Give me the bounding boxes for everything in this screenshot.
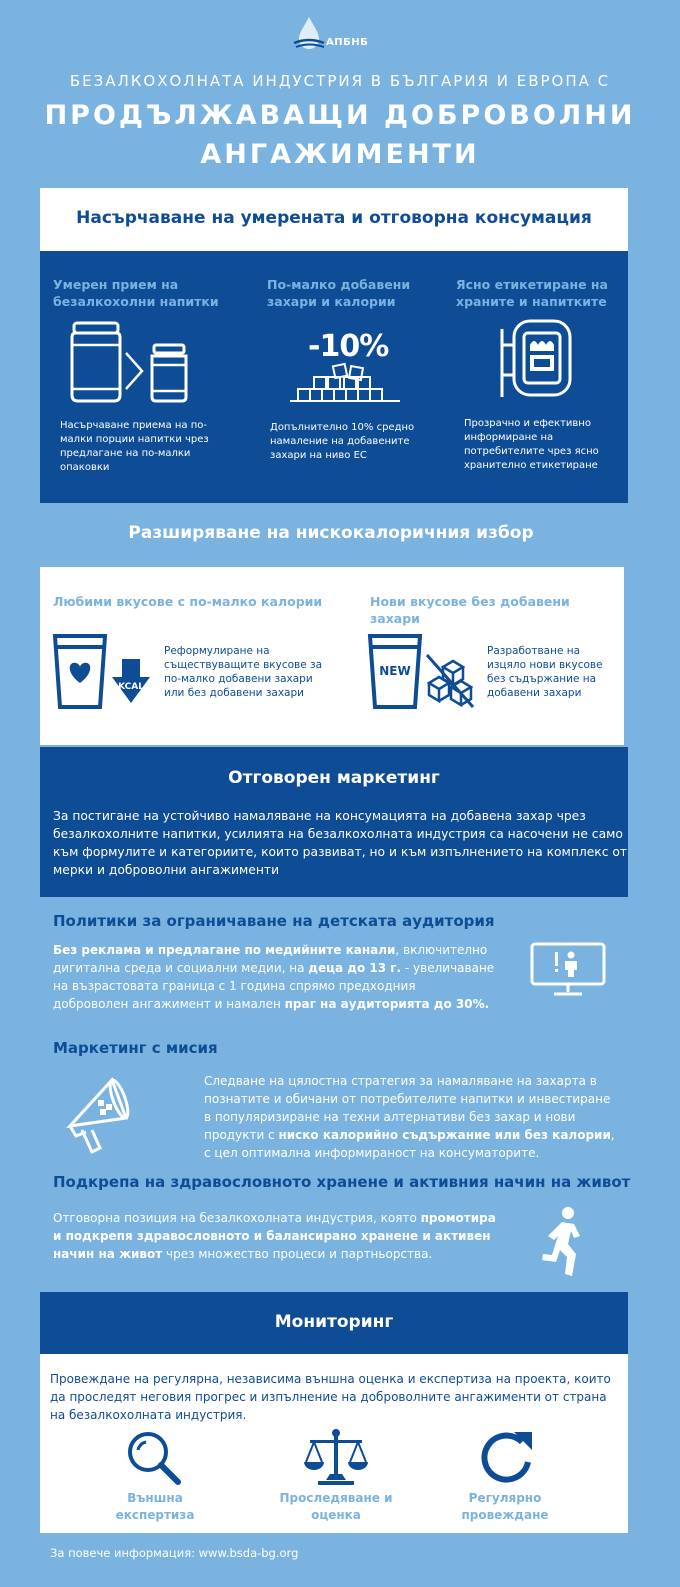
text-line: към формулите и категориите, които развиват, но и към изпълнението на комплекс от (53, 845, 628, 859)
text-line: Следване на цялостна стратегия за намаляване на захарта в (204, 1074, 597, 1088)
monitoring-item-tracking (266, 1490, 406, 1524)
label-line: Външна (127, 1491, 183, 1505)
section-moderation-header (40, 188, 628, 251)
text-line: малки порции напитки чрез (60, 434, 209, 445)
page-title (0, 96, 680, 174)
text-line: изцяло нови вкусове (487, 659, 603, 671)
text-line: на безалкохолната индустрия. (50, 1408, 247, 1422)
bottles-icon (68, 321, 208, 411)
heading-line: безалкохолни напитки (53, 294, 219, 309)
text-line: Прозрачно и ефективно (464, 418, 591, 429)
text-line: или без добавени захари (164, 687, 304, 699)
magnifier-icon (126, 1430, 182, 1486)
label-line: Регулярно (468, 1491, 542, 1505)
moderate-intake-text (60, 419, 209, 475)
text-line: Провеждане на регулярна, независима външна оценка и експертиза на проекта, които (50, 1372, 611, 1386)
text-line: информиране на (464, 432, 554, 443)
heart-glass-icon (52, 633, 152, 711)
bold-text: начин на живот (53, 1247, 163, 1261)
labeling-text (464, 417, 599, 473)
less-sugar-heading (267, 276, 410, 310)
monitoring-item-regular (440, 1490, 570, 1524)
section-marketing-text (53, 807, 627, 879)
text-line: да проследят неговия прогрес и изпълнение на доброволните ангажименти от страна (50, 1390, 607, 1404)
text-line: Насърчаване приема на по- (60, 420, 207, 431)
footer-link[interactable]: www.bsda-bg.org (198, 1546, 299, 1560)
favorite-flavors-heading: Любими вкусове с по-малко калории (53, 594, 323, 609)
text-line: За постигане на устойчиво намаляване на консумацията на добавена захар чрез (53, 809, 586, 823)
text: - увеличаване (401, 961, 495, 975)
text: , (610, 1128, 615, 1142)
new-flavors-text (487, 644, 603, 700)
text-line (53, 941, 494, 959)
text-line: захари на ниво ЕС (270, 450, 367, 461)
bold-text: деца до 13 г. (308, 961, 402, 975)
text-line (53, 1245, 496, 1263)
section-monitoring-body (40, 1354, 628, 1533)
text: дигитална среда и социални медии, на (53, 961, 309, 975)
bold-text: ниско калорийно съдържание или без калории (278, 1128, 611, 1142)
text-line (204, 1126, 615, 1144)
page-title-line1: ПРОДЪЛЖАВАЩИ ДОБРОВОЛНИ (44, 100, 636, 131)
text-line: с цел оптимална информираност на консуматорите. (204, 1146, 540, 1160)
section-marketing (40, 747, 628, 897)
sugar-cubes-icon (290, 365, 400, 405)
new-badge: NEW (379, 664, 411, 678)
refresh-icon (478, 1430, 534, 1486)
text: , включително (395, 943, 488, 957)
favorite-flavors-text (164, 644, 322, 700)
text-line: намаление на добавените (270, 436, 410, 447)
section-lowcal-body (40, 567, 624, 745)
section-marketing-heading: Отговорен маркетинг (228, 768, 440, 788)
monitor-child-icon (530, 942, 606, 998)
text-line: добавени захари (487, 687, 582, 699)
text-line: Реформулиране на (164, 645, 270, 657)
moderate-intake-heading (53, 276, 219, 310)
text-line: в популяризиране на техни алтернативи без захар и нови (204, 1110, 576, 1124)
heading-line: Ясно етикетиране на (456, 277, 608, 292)
new-glass-icon (367, 633, 477, 711)
page-title-line2: АНГАЖИМЕНТИ (200, 139, 480, 170)
text-line: опаковки (60, 462, 110, 473)
heading-line: По-малко добавени (267, 277, 411, 292)
heading-line: захари и калории (267, 294, 396, 309)
section-moderation-heading: Насърчаване на умерената и отговорна консумация (76, 208, 592, 228)
page-supertitle: БЕЗАЛКОХОЛНАТА ИНДУСТРИЯ В БЪЛГАРИЯ И ЕВРОПА С (69, 72, 611, 90)
logo (288, 14, 392, 54)
footer-label: За повече информация: (50, 1546, 199, 1560)
text-line: хранително етикетиране (464, 460, 598, 471)
runner-icon (538, 1206, 588, 1278)
text-line: потребителите чрез ясно (464, 446, 599, 457)
text-line: на възрастовата граница с 1 година спрямо предходния (53, 979, 416, 993)
labeling-heading (456, 276, 608, 310)
less-sugar-text (270, 421, 414, 463)
section-moderation-body (40, 251, 628, 503)
heading-line: Умерен прием на (53, 277, 179, 292)
mission-heading: Маркетинг с мисия (53, 1039, 218, 1057)
label-line: експертиза (115, 1508, 195, 1522)
text-line: Допълнително 10% средно (270, 422, 415, 433)
text: продукти с (204, 1128, 279, 1142)
footer (50, 1546, 298, 1560)
label-line: оценка (311, 1508, 361, 1522)
heading-line: храните и напитките (456, 294, 607, 309)
text-line (53, 995, 494, 1013)
megaphone-icon (64, 1074, 134, 1154)
monitoring-text (50, 1370, 611, 1424)
policies-text (53, 941, 494, 1013)
label-line: Проследяване и (279, 1491, 393, 1505)
mission-text (204, 1072, 615, 1162)
label-line: провеждане (461, 1508, 549, 1522)
bold-text: праг на аудиторията до 30%. (284, 997, 490, 1011)
text-line: по-малко добавени захари (164, 673, 313, 685)
text: доброволен ангажимент и намален (53, 997, 285, 1011)
text-line: Разработване на (487, 645, 581, 657)
monitoring-item-external (90, 1490, 220, 1524)
scales-icon (304, 1428, 368, 1486)
text-line (53, 959, 494, 977)
policies-heading: Политики за ограничаване на детската аудитория (53, 912, 495, 930)
water-drop-icon (294, 16, 324, 50)
bold-text: промотира (420, 1211, 496, 1225)
text-line: познатите и обичани от потребителите напитки и инвестиране (204, 1092, 611, 1106)
section-monitoring-heading: Мониторинг (274, 1312, 394, 1332)
text-line: мерки и доброволни ангажименти (53, 863, 280, 877)
text-line: предлагане на по-малки (60, 448, 191, 459)
healthy-lifestyle-heading: Подкрепа на здравословното хранене и активния начин на живот (53, 1173, 631, 1191)
logo-text: АПБНБ (326, 37, 369, 48)
section-monitoring-header (40, 1292, 628, 1354)
text: Отговорна позиция на безалкохолната индустрия, която (53, 1211, 421, 1225)
healthy-lifestyle-text (53, 1209, 496, 1263)
label-icon (498, 319, 578, 399)
text-line (53, 1209, 496, 1227)
new-flavors-heading: Нови вкусове без добавени захари (370, 594, 570, 626)
sugar-reduction-value: -10% (308, 329, 389, 364)
text-line: безалкохолните напитки, усилията на безалкохолната индустрия са насочени не само (53, 827, 623, 841)
kcal-badge: KCAL (118, 682, 144, 692)
section-lowcal-heading: Разширяване на нискокалоричния избор (128, 523, 534, 543)
text: чрез множество процеси и партньорства. (162, 1247, 433, 1261)
text-line: съществуващите вкусове за (164, 659, 323, 671)
text-line (53, 1227, 496, 1245)
bold-text: Без реклама и предлагане по медийните канали (53, 943, 396, 957)
text-line: без съдържание на (487, 673, 597, 685)
bold-text: и подкрепя здравословното и балансирано хранене и активен (53, 1229, 491, 1243)
